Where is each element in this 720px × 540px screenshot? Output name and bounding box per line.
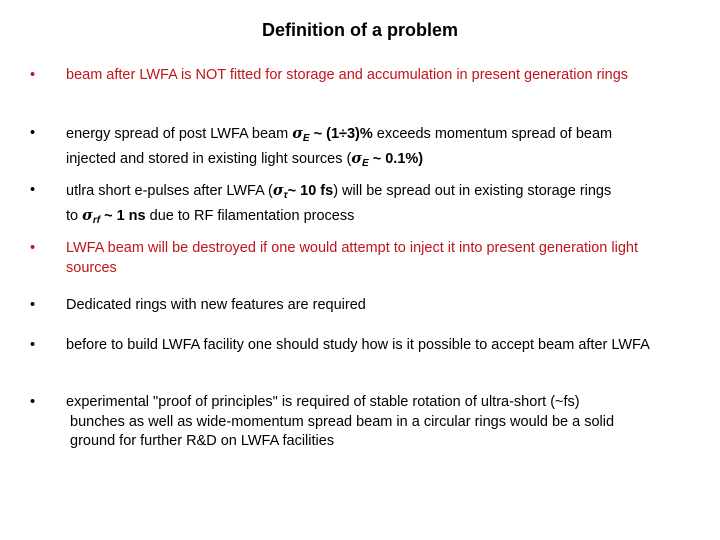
bullet-dot: • [30, 125, 36, 141]
bullet-text: Dedicated rings with new features are required [66, 297, 366, 313]
subscript-e: E [302, 133, 310, 144]
bullet-text: utlra short e-pulses after LWFA ($\sigma_\tau\sim$ 10 fs) will be spread out in existing storage rings to $\sigma_{rf}$ ~ 1 ns due to RF filamentation process [66, 182, 612, 226]
bullet-item-3 [30, 181, 680, 230]
bullet-dot: • [30, 182, 36, 198]
subscript-rf: rf [92, 214, 101, 226]
bullet-item-4 [30, 239, 680, 278]
subscript-tau: τ [283, 190, 288, 201]
bullet-item-6 [30, 336, 680, 356]
slide-title: Definition of a problem [262, 20, 458, 40]
bullet-item-5 [30, 296, 680, 316]
bullet-item-1 [30, 66, 680, 86]
bullet-text: before to build LWFA facility one should study how is it possible to accept beam after LWFA [66, 337, 650, 353]
bullet-item-7 [30, 393, 680, 452]
sigma-symbol: σ [351, 149, 363, 167]
bullet-dot: • [30, 297, 36, 313]
sigma-symbol: σ [82, 206, 93, 224]
subscript-e: E [362, 157, 369, 169]
bullet-text: experimental "proof of principles" is required of stable rotation of ultra-short (~fs) bunches as well as wide-momentum spread beam in a circular rings would be a solid ground for further R&D on LWFA facilities [66, 394, 615, 449]
bullet-dot: • [30, 240, 36, 256]
sigma-symbol: σ [272, 182, 284, 199]
sigma-symbol: σ [292, 125, 303, 142]
bullet-dot: • [30, 337, 36, 353]
bullet-dot: • [30, 394, 36, 410]
bullet-text: LWFA beam will be destroyed if one would attempt to inject it into present generation light sources [66, 240, 638, 276]
bullet-dot: • [30, 67, 36, 83]
bullet-text: energy spread of post LWFA beam $\sigma_E$ ~ (1÷3)% exceeds momentum spread of beam injected and stored in existing light sources ($\sigma_E$ ~ 0.1%) [66, 125, 613, 169]
bullet-text: beam after LWFA is NOT fitted for storage and accumulation in present generation rings [66, 67, 629, 83]
bullet-item-2 [30, 124, 680, 173]
